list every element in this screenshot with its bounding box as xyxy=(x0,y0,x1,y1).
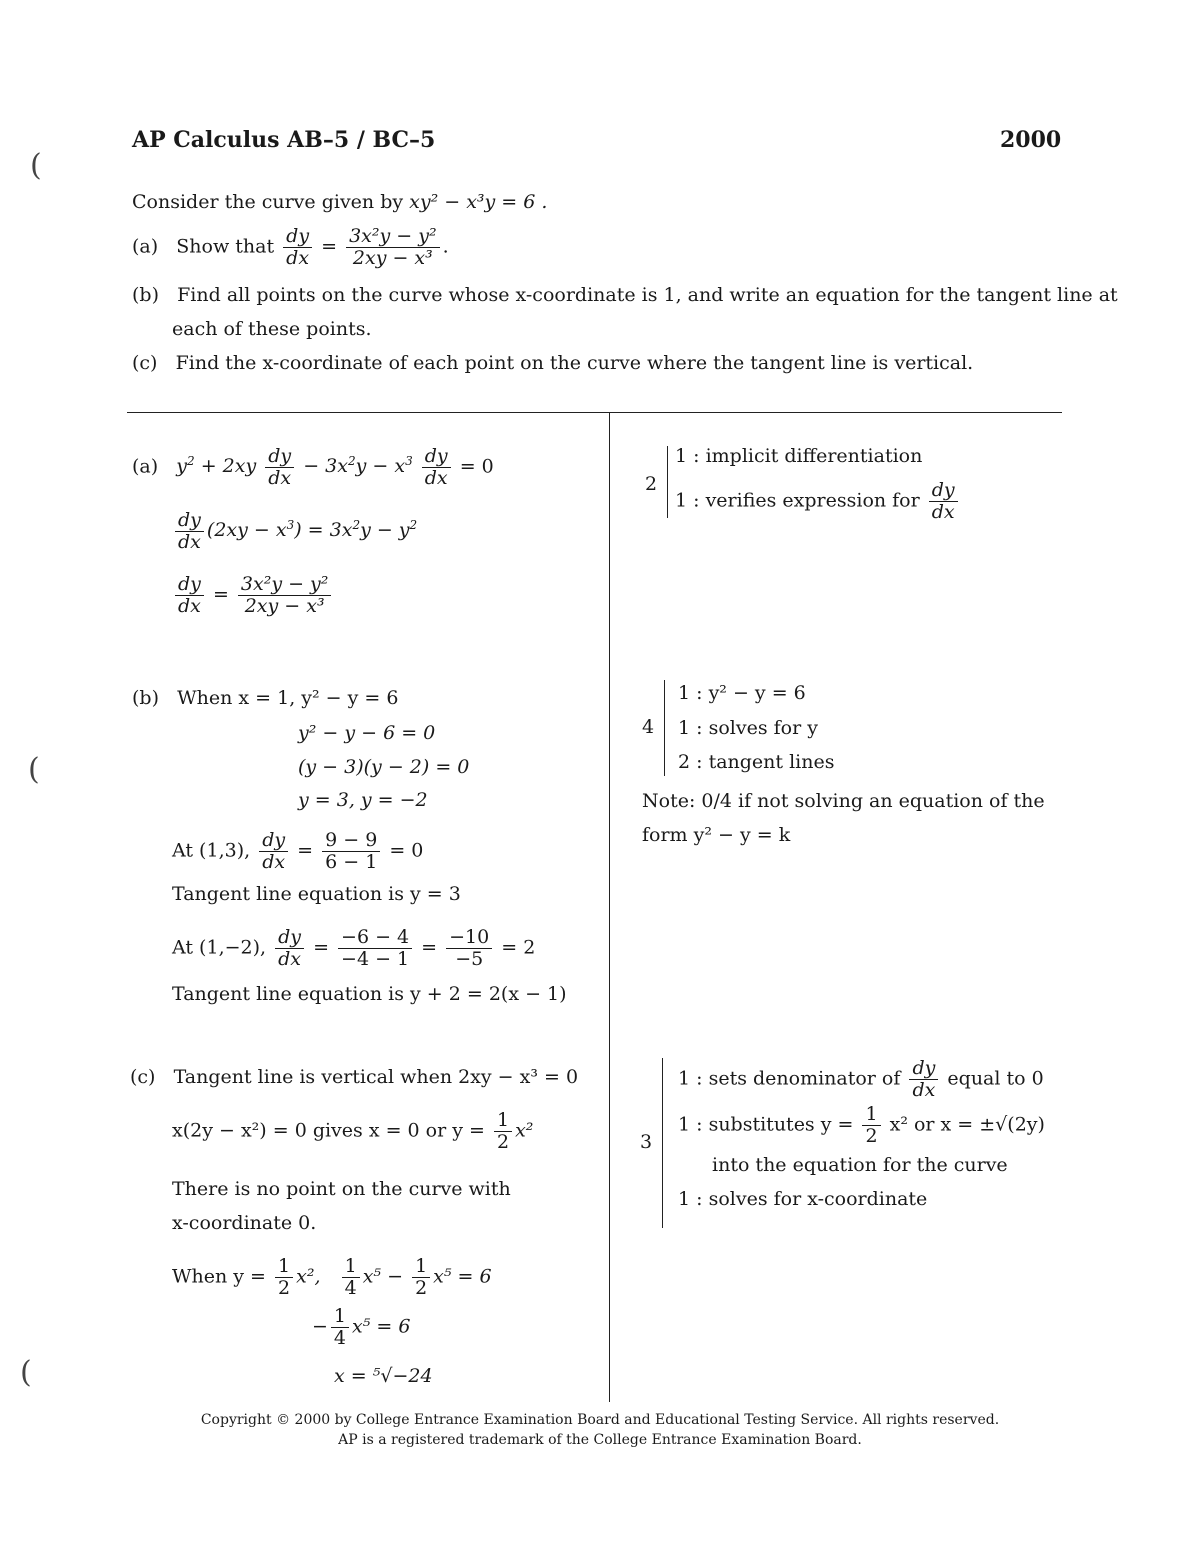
solution-c-substitution: When y = $\frac{1}{2}$ x², $\frac{1}{4}$ x⁵ − $\frac{1}{2}$ x⁵ = 6 xyxy=(172,1255,492,1299)
score-c-item3: 1 : solves for x-coordinate xyxy=(678,1188,928,1210)
score-b-note-line1: Note: 0/4 if not solving an equation of the xyxy=(642,790,1045,812)
column-divider xyxy=(609,412,610,1402)
binder-hole-mark: ( xyxy=(30,148,42,183)
score-b-note-line2: form y² − y = k xyxy=(642,824,791,846)
solution-c-line2: x(2y − x²) = 0 gives x = 0 or y = $\frac{1}{2}$ x² xyxy=(172,1109,534,1153)
score-c-brace xyxy=(662,1058,663,1228)
score-b-item2: 1 : solves for y xyxy=(678,717,818,739)
score-b-brace xyxy=(664,680,665,776)
binder-hole-mark: ( xyxy=(20,1355,32,1390)
question-intro: Consider the curve given by xy² − x³y = 6 . xyxy=(132,191,548,213)
solution-b-tangent2: Tangent line equation is y + 2 = 2(x − 1) xyxy=(172,983,567,1005)
solution-b-line2: y² − y − 6 = 0 xyxy=(298,722,436,744)
solution-b-line4: y = 3, y = −2 xyxy=(298,789,428,811)
score-b-points: 4 xyxy=(642,716,655,738)
score-b-item3: 2 : tangent lines xyxy=(678,751,835,773)
question-part-b-cont: each of these points. xyxy=(172,318,372,340)
score-c-item2: 1 : substitutes y = $\frac{1}{2}$ x² or x = ±√(2y) xyxy=(678,1103,1045,1147)
solution-c-simplified: − $\frac{1}{4}$ x⁵ = 6 xyxy=(312,1305,411,1349)
solution-b-slope1: At (1,3), $\frac{dy}{dx}$ = $\frac{9 - 9}{6 - 1}$ = 0 xyxy=(172,829,424,873)
solution-b-slope2: At (1,−2), $\frac{dy}{dx}$ = $\frac{-6 - 4}{-4 - 1}$ = $\frac{-10}{-5}$ = 2 xyxy=(172,926,536,970)
binder-hole-mark: ( xyxy=(28,752,40,787)
solution-b-line3: (y − 3)(y − 2) = 0 xyxy=(298,756,470,778)
copyright-line: Copyright © 2000 by College Entrance Examination Board and Educational Testing Service. All rights reserved. xyxy=(200,1412,1000,1428)
score-a-points: 2 xyxy=(645,473,658,495)
score-a-item2: 1 : verifies expression for $\frac{dy}{dx}$ xyxy=(675,480,961,523)
solution-b-tangent1: Tangent line equation is y = 3 xyxy=(172,883,461,905)
solution-c-line4: x-coordinate 0. xyxy=(172,1212,317,1234)
trademark-line: AP is a registered trademark of the College Entrance Examination Board. xyxy=(338,1432,862,1448)
solution-a-line3: $\frac{dy}{dx}$ = $\frac{\text{3x²y − y²}}{\text{2xy − x³}}$ xyxy=(172,574,334,617)
score-a-brace xyxy=(667,446,668,518)
score-a-item1: 1 : implicit differentiation xyxy=(675,445,923,467)
question-part-c: (c) Find the x-coordinate of each point on the curve where the tangent line is vertical. xyxy=(132,352,974,374)
score-c-item2-cont: into the equation for the curve xyxy=(712,1154,1008,1176)
solution-c-line1: (c) Tangent line is vertical when 2xy − x³ = 0 xyxy=(130,1066,579,1088)
solution-b-line1: (b) When x = 1, y² − y = 6 xyxy=(132,687,399,709)
solution-a-line2: $\frac{dy}{dx}$ $(2xy - x^3) = 3x^2y - y^2$ xyxy=(172,510,417,553)
solution-c-final: x = ⁵√−24 xyxy=(334,1365,433,1387)
score-c-points: 3 xyxy=(640,1131,653,1153)
score-b-item1: 1 : y² − y = 6 xyxy=(678,682,806,704)
page-year: 2000 xyxy=(1000,127,1062,153)
section-divider xyxy=(127,412,1062,413)
score-c-item1: 1 : sets denominator of $\frac{dy}{dx}$ equal to 0 xyxy=(678,1057,1044,1101)
solution-c-line3: There is no point on the curve with xyxy=(172,1178,511,1200)
question-part-b: (b) Find all points on the curve whose x-coordinate is 1, and write an equation for the tangent line at xyxy=(132,284,1118,306)
solution-a-line1: (a) $y^2 + 2xy$ $\frac{dy}{dx}$ − $3x^2y - x^3$ $\frac{dy}{dx}$ = 0 xyxy=(132,445,494,489)
question-part-a: (a) Show that $\frac{dy}{dx}$ = $\frac{\text{3x²y − y²}}{\text{2xy − x³}}$ . xyxy=(132,225,449,269)
page-title: AP Calculus AB–5 / BC–5 xyxy=(132,127,436,153)
